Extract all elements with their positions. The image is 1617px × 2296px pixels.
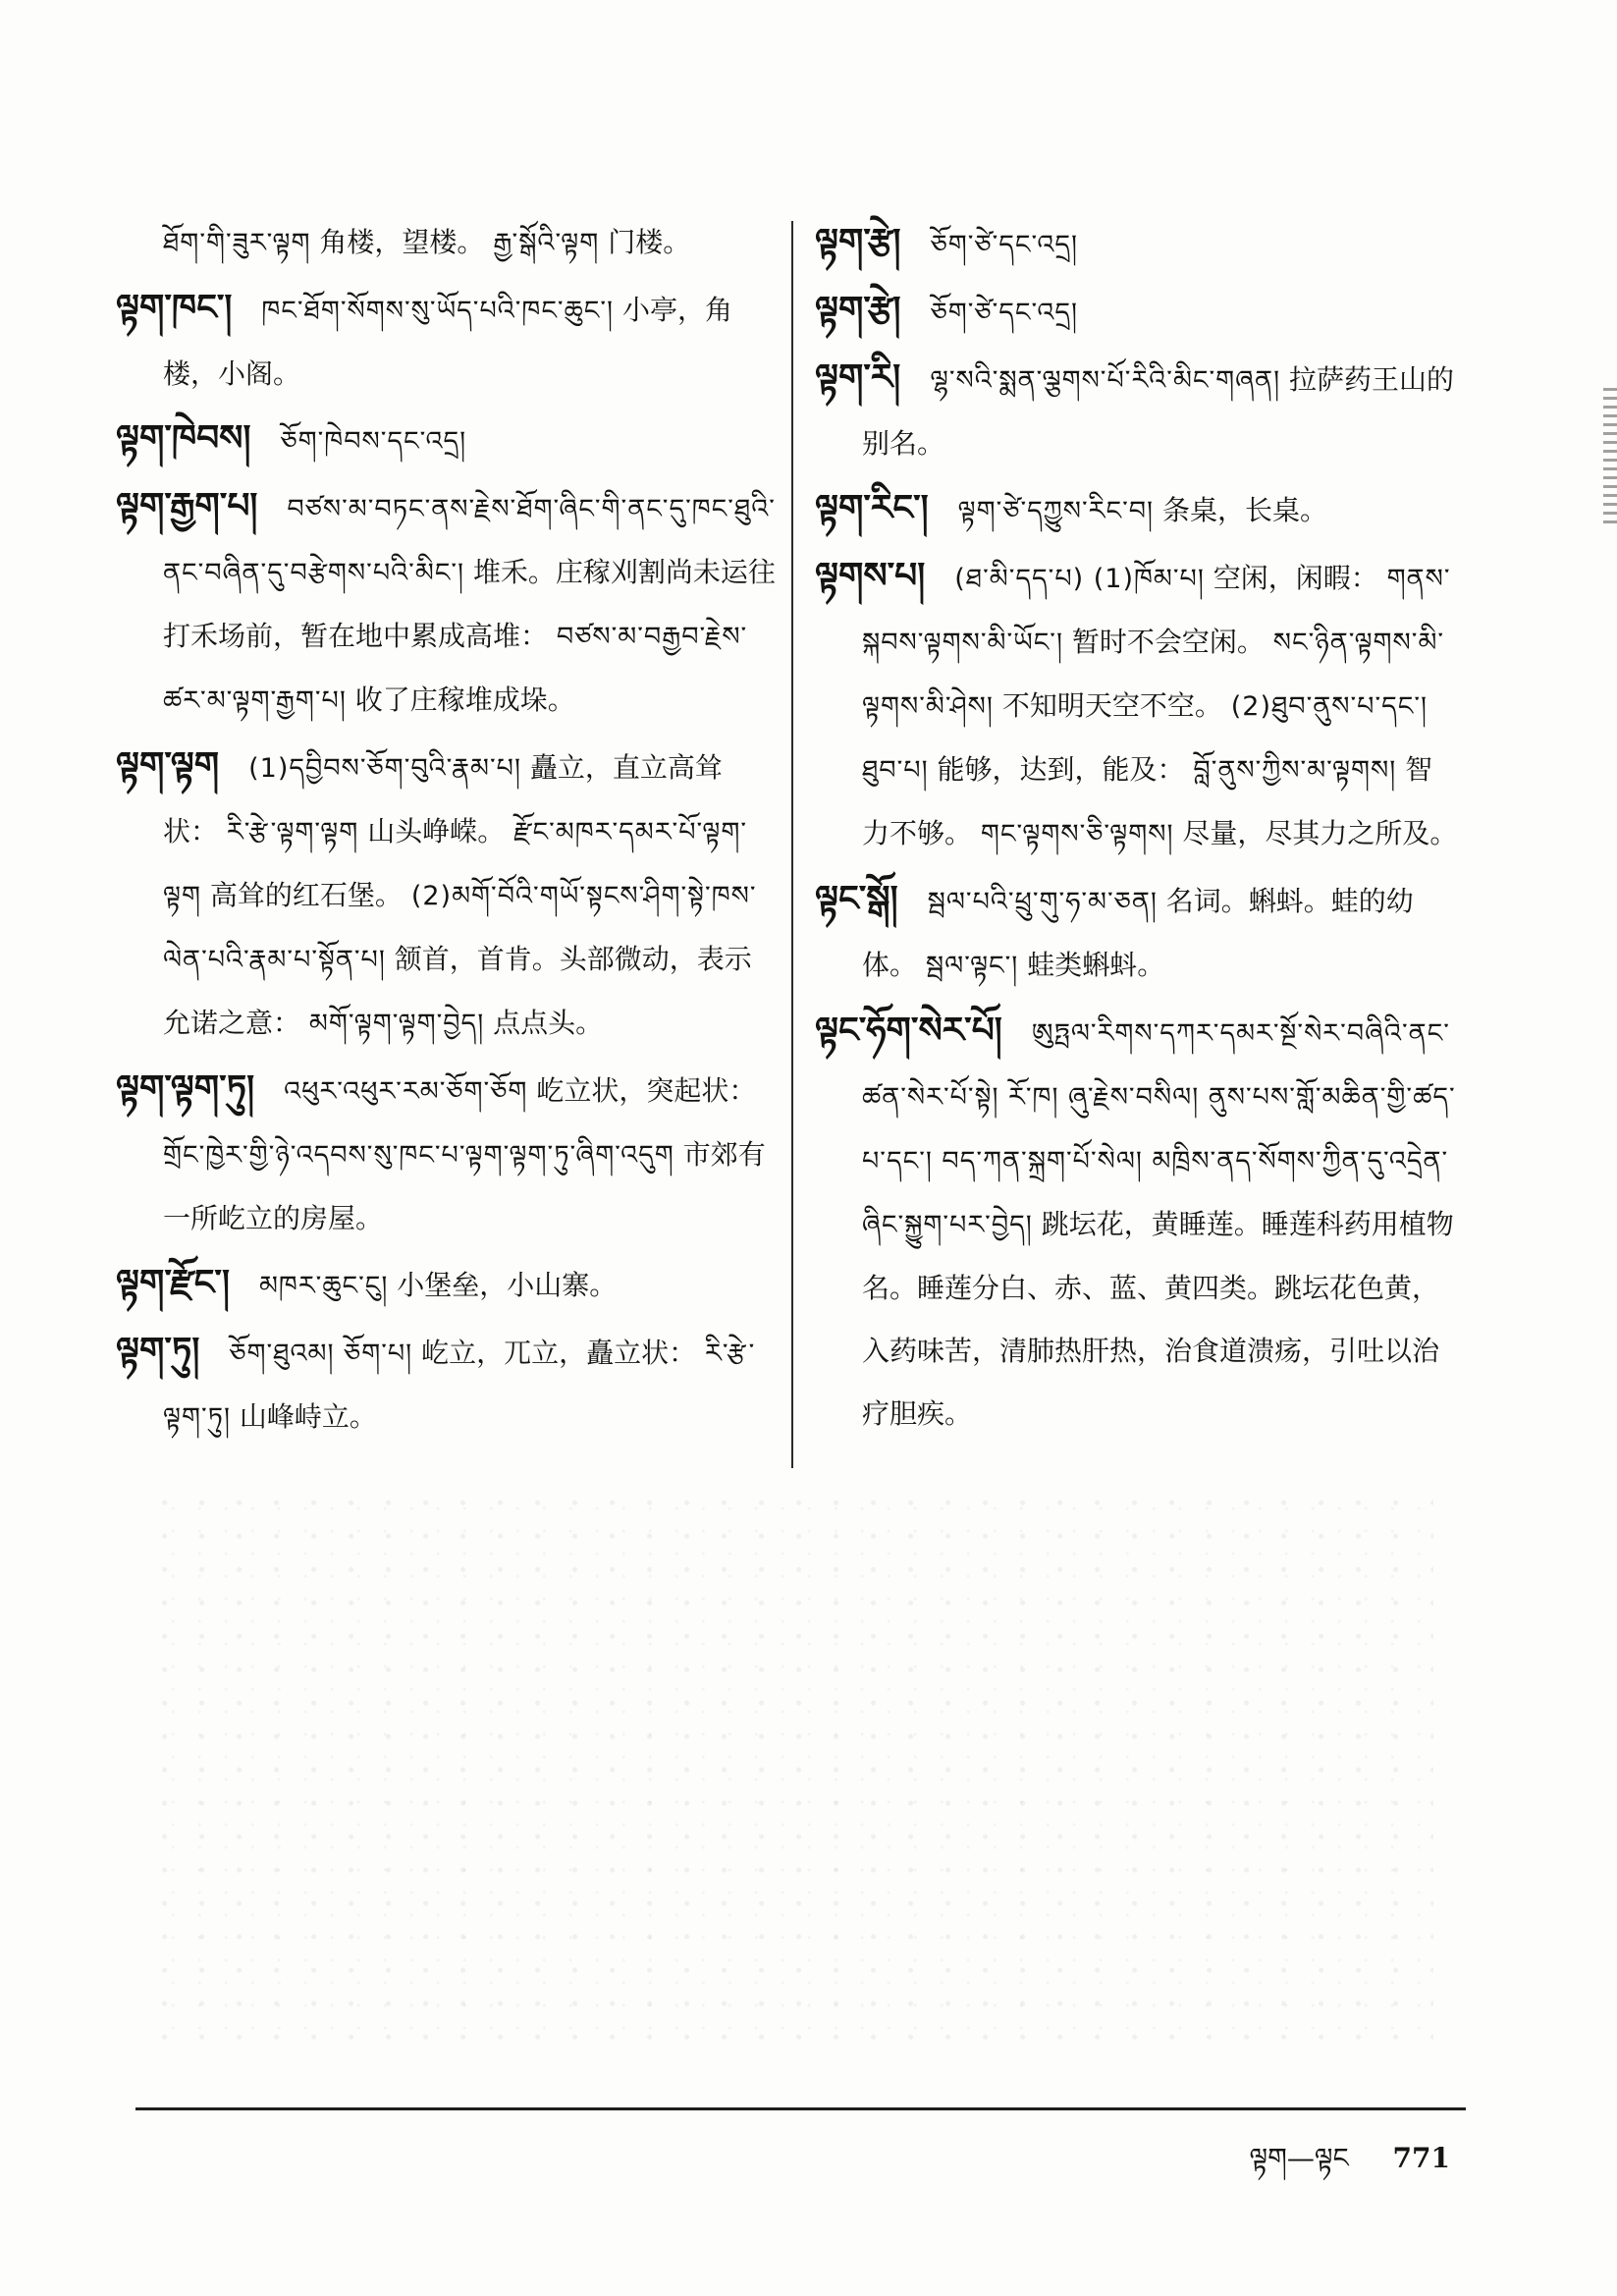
dictionary-entry	[815, 477, 1458, 543]
tibetan-definition: བཙས་མ་བརྒྱབ་རྗེས་ཚར་མ་ལྟག་རྒྱག་པ།	[163, 622, 748, 716]
chinese-gloss: 条桌，长桌。	[1161, 494, 1327, 526]
tibetan-definition: ལྷ་སའི་སྨན་ལྕགས་པོ་རིའི་མིང་གཞན།	[930, 365, 1281, 396]
running-head-range: ལྟག—ལྟང	[1249, 2142, 1349, 2174]
footer-rule	[135, 2107, 1466, 2110]
entry-headword: ལྟག་ཁེབས།	[116, 418, 251, 459]
chinese-gloss: 蛙类蝌蚪。	[1027, 949, 1165, 981]
tibetan-definition: (1)དབྱིབས་ཅོག་བུའི་རྣམ་པ།	[248, 753, 521, 784]
chinese-gloss: 空闲，闲暇：	[1213, 562, 1378, 594]
entry-headword: ལྟག་རྫོང་།	[116, 1263, 230, 1303]
chinese-gloss: 小亭，角楼，小阁。	[163, 294, 732, 390]
chinese-gloss: 跳坛花，黄睡莲。睡莲科药用植物名。睡莲分白、赤、蓝、黄四类。跳坛花色黄，入药味苦，清肺热肝热，治食道溃疡，引吐以治疗胆疾。	[862, 1208, 1454, 1430]
entry-headword: ལྟག་ཏུ།	[116, 1331, 200, 1371]
entry-headword: ལྟང་སྒོ།	[815, 879, 898, 919]
chinese-gloss: 小堡垒，小山寨。	[397, 1269, 618, 1301]
tibetan-definition: གྲོང་ཁྱེར་གྱི་ཉེ་འདབས་སུ་ཁང་པ་ལྟག་ལྟག་ཏུ་ཞིག་འདུག	[163, 1140, 674, 1171]
entry-headword: ལྟག་ལྟག་ཏུ།	[116, 1068, 255, 1109]
dictionary-entry	[116, 1252, 776, 1318]
tibetan-definition: མཁར་ཆུང་ངུ།	[258, 1271, 389, 1301]
tibetan-definition: ཅོག་ཙེ་དང་འདྲ།	[930, 230, 1078, 260]
chinese-gloss: 智力不够。	[862, 753, 1433, 849]
chinese-gloss: 矗立，直立高耸状：	[163, 751, 723, 847]
dictionary-entry	[815, 868, 1458, 998]
page-number: 771	[1392, 2142, 1450, 2174]
entry-headword: ལྟང་ཧོག་སེར་པོ།	[815, 1011, 1002, 1051]
dictionary-entry	[116, 408, 776, 473]
dictionary-entry	[116, 211, 776, 275]
entry-headword: ལྟག་ཁང་།	[116, 288, 233, 328]
chinese-gloss: 屹立状，突起状：	[536, 1074, 757, 1107]
tibetan-definition: (2)ཐུབ་ནུས་པ་དང་། ཐུབ་པ།	[862, 691, 1428, 786]
tibetan-definition: གནས་སྐབས་ལྟགས་མི་ཡོང་།	[862, 564, 1451, 658]
chinese-gloss: 尽量，尽其力之所及。	[1182, 817, 1458, 849]
tibetan-definition: རི་རྩེ་ལྟག་ལྟག	[226, 817, 359, 847]
chinese-gloss: 堆禾。庄稼刈割尚未运往打禾场前，暂在地中累成高堆：	[163, 556, 776, 652]
dictionary-entry	[815, 211, 1458, 277]
tibetan-definition: ཅོག་ཐུའམ། ཅོག་པ།	[229, 1339, 413, 1369]
tibetan-definition: སང་ཉིན་ལྟགས་མི་ལྟགས་མི་ཤེས།	[862, 628, 1445, 722]
page-footer	[1249, 2127, 1450, 2205]
dictionary-entry	[116, 475, 776, 733]
tibetan-definition: ཅོག་ཙེ་དང་འདྲ།	[930, 298, 1078, 328]
right-column	[815, 211, 1458, 1448]
chinese-gloss: 门楼。	[608, 226, 691, 258]
entry-headword: ལྟག་རྒྱག་པ།	[116, 486, 258, 526]
dictionary-entry	[815, 279, 1458, 345]
tibetan-definition: ཐོག་གི་ཟུར་ལྟག	[163, 228, 311, 258]
chinese-gloss: 收了庄稼堆成垛。	[354, 683, 575, 716]
chinese-gloss: 市郊有一所屹立的房屋。	[163, 1138, 766, 1234]
tibetan-definition: སྦལ་ལྟང་།	[925, 951, 1019, 981]
tibetan-definition: ལྟག་ཙེ་དཀྱུས་རིང་བ།	[957, 496, 1155, 526]
tibetan-definition: གང་ལྟགས་ཅི་ལྟགས།	[980, 819, 1174, 849]
dictionary-entry	[116, 1320, 776, 1449]
chinese-gloss: 屹立，兀立，矗立状：	[421, 1337, 697, 1369]
chinese-gloss: 角楼，望楼。	[319, 226, 485, 258]
entry-headword: ལྟགས་པ།	[815, 556, 926, 596]
column-divider	[791, 221, 793, 1468]
tibetan-definition: ཅོག་ཁེབས་དང་འདྲ།	[280, 426, 467, 457]
dictionary-entry	[116, 277, 776, 406]
tibetan-definition: བློ་ནུས་ཀྱིས་མ་ལྟགས།	[1193, 755, 1397, 786]
chinese-gloss: 暂时不会空闲。	[1071, 626, 1265, 658]
tibetan-definition: ཨུཏྤལ་རིགས་དཀར་དམར་སྔོ་སེར་བཞིའི་ནང་ཚན་སེར་པོ་སྟེ། རོ་ཁ། ཞུ་རྗེས་བསིལ། ནུས་པས་གློ་མཆིན་གྱི་ཚད་པ་དང་། བད་ཀན་སྐྲག་པོ་སེལ། མཁྲིས་ནད་སོགས་ཀྱིན་དུ་འདྲེན་ཞིང་སྐྱུག་པར་བྱེད།	[862, 1018, 1456, 1240]
bleed-through-texture	[157, 1493, 1433, 2043]
dictionary-entry	[815, 1000, 1458, 1446]
tibetan-definition: རྫོང་མཁར་དམར་པོ་ལྟག་ལྟག	[163, 817, 748, 911]
tibetan-definition: འཕུར་འཕུར་རམ་ཅོག་ཅོག	[284, 1076, 528, 1107]
entry-headword: ལྟག་རི།	[815, 357, 901, 398]
chinese-gloss: 颔首，首肯。头部微动，表示允诺之意：	[163, 943, 752, 1039]
dictionary-entry	[815, 545, 1458, 866]
entry-headword: ལྟག་རྩེ།	[815, 290, 901, 330]
entry-headword: ལྟག་རྩེ།	[815, 222, 901, 262]
tibetan-definition: མགོ་ལྟག་ལྟག་བྱེད།	[308, 1009, 485, 1039]
dictionary-entry	[116, 735, 776, 1056]
tibetan-definition: ཁང་ཐོག་སོགས་སུ་ཡོད་པའི་ཁང་ཆུང་།	[261, 296, 615, 326]
dictionary-entry	[815, 347, 1458, 475]
chinese-gloss: 山峰峙立。	[239, 1400, 377, 1433]
page-edge-mark	[1603, 388, 1617, 525]
chinese-gloss: 能够，达到，能及：	[937, 753, 1185, 786]
entry-headword: ལྟག་ལྟག	[116, 745, 220, 786]
tibetan-definition: རྒྱ་སྒོའི་ལྟག	[493, 228, 600, 258]
dictionary-entry	[116, 1058, 776, 1250]
tibetan-definition: རི་རྩེ་ལྟག་ཏུ།	[163, 1339, 756, 1433]
chinese-gloss: 山头峥嵘。	[367, 815, 506, 847]
entry-headword: ལྟག་རིང་།	[815, 488, 929, 528]
chinese-gloss: 名词。蝌蚪。蛙的幼体。	[862, 885, 1414, 981]
chinese-gloss: 点点头。	[493, 1007, 604, 1039]
chinese-gloss: 不知明天空不空。	[1001, 689, 1222, 722]
tibetan-definition: (ཐ་མི་དད་པ) (1)ཁོམ་པ།	[954, 564, 1205, 594]
chinese-gloss: 高耸的红石堡。	[209, 879, 403, 911]
tibetan-definition: སྦལ་པའི་ཕྲུ་གུ་ཧ་མ་ཅན།	[927, 887, 1158, 917]
tibetan-definition: བཙས་མ་བཏང་ནས་རྗེས་ཐོག་ཞིང་གི་ནང་དུ་ཁང་ཐུའི་ནང་བཞིན་དུ་བརྩེགས་པའི་མིང་།	[163, 494, 776, 588]
chinese-gloss: 拉萨药王山的别名。	[862, 363, 1454, 460]
tibetan-definition: (2)མགོ་བོའི་གཡོ་སྟངས་ཤིག་སྟེ་ཁས་ལེན་པའི་རྣམ་པ་སྟོན་པ།	[163, 881, 757, 975]
left-column	[116, 211, 776, 1451]
